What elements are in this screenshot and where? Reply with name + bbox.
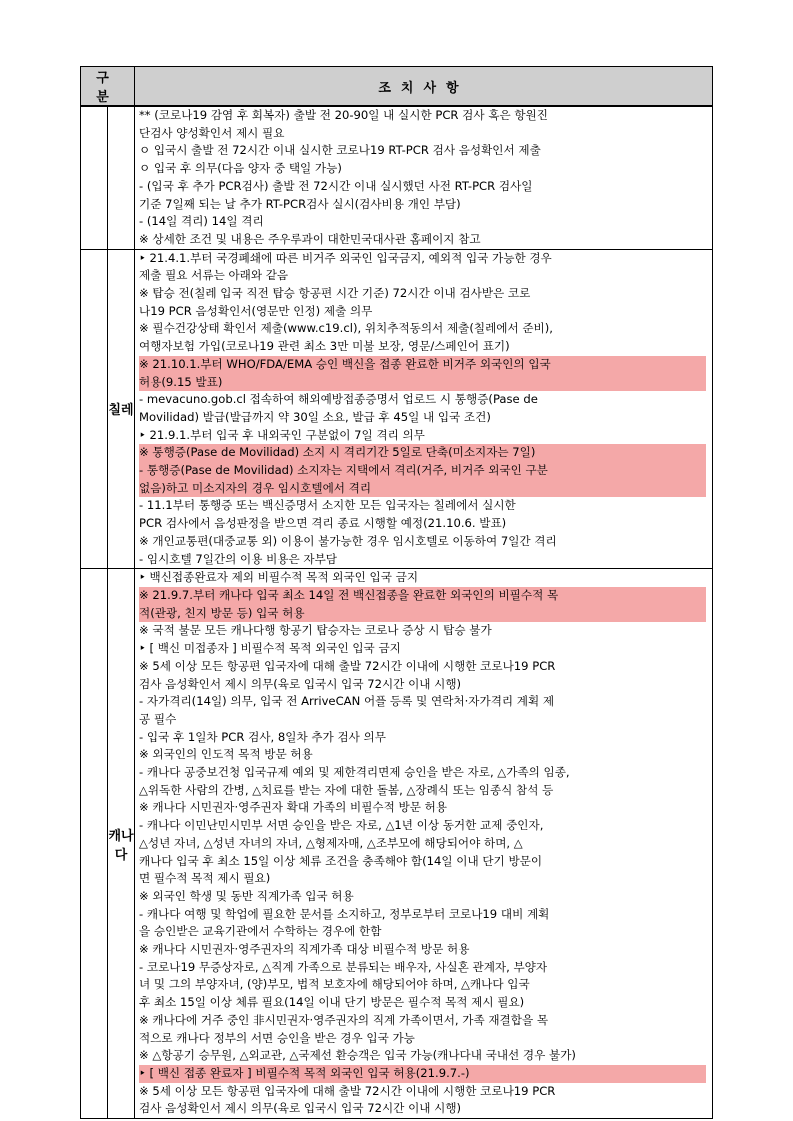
text-line: 캐나다 입국 후 최소 15일 이상 체류 조건을 충족해야 함(14일 이내 단기 방문이 (139, 853, 543, 868)
highlighted-text-line: - 통행증(Pase de Movilidad) 소지자는 지택에서 격리(거주, 비거주 외국인 구분 (139, 462, 706, 480)
text-line: ※ 탑승 전(칠레 입국 직전 탑승 항공편 시간 기준) 72시간 이내 검사받은 코로 (139, 286, 531, 301)
text-line: ※ 5세 이상 모든 항공편 입국자에 대해 출발 72시간 이내에 시행한 코로나19 PCR (139, 1083, 556, 1098)
text-line: Movilidad) 발급(발급까지 약 30일 소요, 발급 후 45일 내 입국 조건) (139, 409, 491, 424)
text-line: ※ 필수건강상태 확인서 제출(www.c19.cl), 위치추적동의서 제출(칠레에서 준비), (139, 321, 553, 336)
text-line: 후 최소 15일 이상 체류 필요(14일 이내 단기 방문은 필수적 목적 제시 필요) (139, 995, 525, 1010)
text-line: ※ 상세한 조건 및 내용은 주우루과이 대한민국대사관 홈페이지 참고 (139, 231, 481, 246)
text-line: ※ 5세 이상 모든 항공편 입국자에 대해 출발 72시간 이내에 시행한 코로나19 PCR (139, 658, 556, 673)
text-line: 공 필수 (139, 711, 177, 726)
text-line: △위독한 사람의 간병, △치료를 받는 자에 대한 돌봄, △장례식 또는 임종식 참석 등 (139, 782, 554, 797)
highlighted-text-line: ※ 21.10.1.부터 WHO/FDA/EMA 승인 백신을 접종 완료한 비거주 외국인의 입국 (139, 356, 706, 374)
highlighted-text-line: ※ 통행증(Pase de Movilidad) 소지 시 격리기간 5일로 단축(미소지자는 7일) (139, 444, 706, 462)
spacer-cell (81, 569, 108, 1119)
text-line: 단검사 양성확인서 제시 필요 (139, 125, 285, 140)
country-cell-canada: 캐나다 (108, 569, 135, 1119)
highlighted-text-line: 적(관광, 친지 방문 등) 입국 허용 (139, 605, 706, 623)
text-line: - mevacuno.gob.cl 접속하여 해외예방접종증명서 업로드 시 통행증(Pase de (139, 392, 538, 407)
text-line: - 캐나다 이민난민시민부 서면 승인을 받은 자로, △1년 이상 동거한 교제 중인자, (139, 818, 544, 833)
text-line: 을 승인받은 교육기관에서 수학하는 경우에 한함 (139, 924, 382, 939)
text-line: - 캐나다 공중보건청 입국규제 예외 및 제한격리면제 승인을 받은 자로, △가족의 임종, (139, 765, 570, 780)
text-line: ‣ [ 백신 미접종자 ] 비필수적 목적 외국인 입국 금지 (139, 641, 401, 656)
header-measures: 조치사항 (135, 67, 713, 107)
text-line: 여행자보험 가입(코로나19 관련 최소 3만 미불 보장, 영문/스페인어 표기) (139, 339, 510, 354)
country-cell-chile: 칠레 (108, 249, 135, 569)
text-line: ※ 외국인 학생 및 동반 직계가족 입국 허용 (139, 888, 354, 903)
highlighted-text-line: 없음)하고 미소지자의 경우 임시호텔에서 격리 (139, 480, 706, 498)
text-line: ※ 캐나다에 거주 중인 非시민권자·영주권자의 직계 가족이면서, 가족 재결합을 목 (139, 1012, 549, 1027)
text-line: - 캐나다 여행 및 학업에 필요한 문서를 소지하고, 정부로부터 코로나19 대비 계획 (139, 906, 550, 921)
text-line: 면 필수적 목적 제시 필요) (139, 871, 271, 886)
text-line: - (14일 격리) 14일 격리 (139, 214, 264, 229)
highlighted-text-line: ※ 21.9.7.부터 캐나다 입국 최소 14일 전 백신접종을 완료한 외국인의 비필수적 목 (139, 587, 706, 605)
measures-cell (135, 249, 713, 569)
measures-cell (135, 106, 713, 249)
text-line: - 11.1부터 통행증 또는 백신증명서 소지한 모든 입국자는 칠레에서 실시한 (139, 498, 516, 513)
text-line: 검사 음성확인서 제시 의무(육로 입국시 입국 72시간 이내 시행) (139, 1101, 462, 1116)
text-line: - 입국 후 1일차 PCR 검사, 8일차 추가 검사 의무 (139, 729, 386, 744)
text-line: ‣ 백신접종완료자 제외 비필수적 목적 외국인 입국 금지 (139, 570, 419, 585)
text-line: - (입국 후 추가 PCR검사) 출발 전 72시간 이내 실시했던 사전 RT-PCR 검사일 (139, 178, 533, 193)
text-line: ※ 캐나다 시민권자·영주권자의 직계가족 대상 비필수적 방문 허용 (139, 942, 470, 957)
text-line: ‣ 21.9.1.부터 입국 후 내외국인 구분없이 7일 격리 의무 (139, 427, 425, 442)
table-row (81, 569, 713, 1119)
text-line: ** (코로나19 감염 후 회복자) 출발 전 20-90일 내 실시한 PCR 검사 혹은 항원진 (139, 108, 548, 122)
table-row (81, 106, 713, 249)
text-line: ㅇ 입국 후 의무(다음 양자 중 택일 가능) (139, 161, 342, 176)
text-line: ※ 외국인의 인도적 목적 방문 허용 (139, 747, 313, 762)
text-line: 녀 및 그의 부양자녀, (양)부모, 법적 보호자에 해당되어야 하며, △캐나다 입국 (139, 977, 530, 992)
text-line: 검사 음성확인서 제시 의무(육로 입국시 입국 72시간 이내 시행) (139, 676, 462, 691)
text-line: - 자가격리(14일) 의무, 입국 전 ArriveCAN 어플 등록 및 연락처·자가격리 계획 제 (139, 694, 555, 709)
text-line: ※ 캐나다 시민권자·영주권자 확대 가족의 비필수적 방문 허용 (139, 800, 447, 815)
text-line: 기준 7일째 되는 날 추가 RT-PCR검사 실시(검사비용 개인 부담) (139, 196, 461, 211)
text-line: 제출 필요 서류는 아래와 같음 (139, 268, 289, 283)
country-cell (108, 106, 135, 249)
text-line: ※ 국적 불문 모든 캐나다행 항공기 탑승자는 코로나 증상 시 탑승 불가 (139, 623, 492, 638)
highlighted-text-line: 허용(9.15 발표) (139, 374, 706, 392)
text-line: ㅇ 입국시 출발 전 72시간 이내 실시한 코로나19 RT-PCR 검사 음성확인서 제출 (139, 143, 541, 158)
text-line: ※ 개인교통편(대중교통 외) 이용이 불가능한 경우 임시호텔로 이동하여 7일간 격리 (139, 533, 557, 548)
measures-table (80, 66, 713, 1119)
text-line: △성년 자녀, △성년 자녀의 자녀, △형제자매, △조부모에 해당되어야 하며, △ (139, 835, 523, 850)
table-header-row (81, 67, 713, 107)
header-category: 구 분 (81, 67, 135, 107)
text-line: PCR 검사에서 음성판정을 받으면 격리 종료 시행할 예정(21.10.6. 발표) (139, 516, 507, 531)
text-line: 나19 PCR 음성확인서(영문만 인정) 제출 의무 (139, 303, 373, 318)
highlighted-text-line: ‣ [ 백신 접종 완료자 ] 비필수적 목적 외국인 입국 허용(21.9.7.-) (139, 1065, 706, 1083)
table-row (81, 249, 713, 569)
spacer-cell (81, 106, 108, 249)
text-line: ‣ 21.4.1.부터 국경폐쇄에 따른 비거주 외국인 입국금지, 예외적 입국 가능한 경우 (139, 250, 552, 265)
text-line: - 임시호텔 7일간의 이용 비용은 자부담 (139, 551, 337, 566)
measures-cell (135, 569, 713, 1119)
text-line: 적으로 캐나다 정부의 서면 승인을 받은 경우 입국 가능 (139, 1030, 415, 1045)
text-line: - 코로나19 무증상자로, △직계 가족으로 분류되는 배우자, 사실혼 관계자, 부양자 (139, 959, 548, 974)
text-line: ※ △항공기 승무원, △외교관, △국제선 환승객은 입국 가능(캐나다내 국내선 경우 불가) (139, 1048, 576, 1063)
spacer-cell (81, 249, 108, 569)
